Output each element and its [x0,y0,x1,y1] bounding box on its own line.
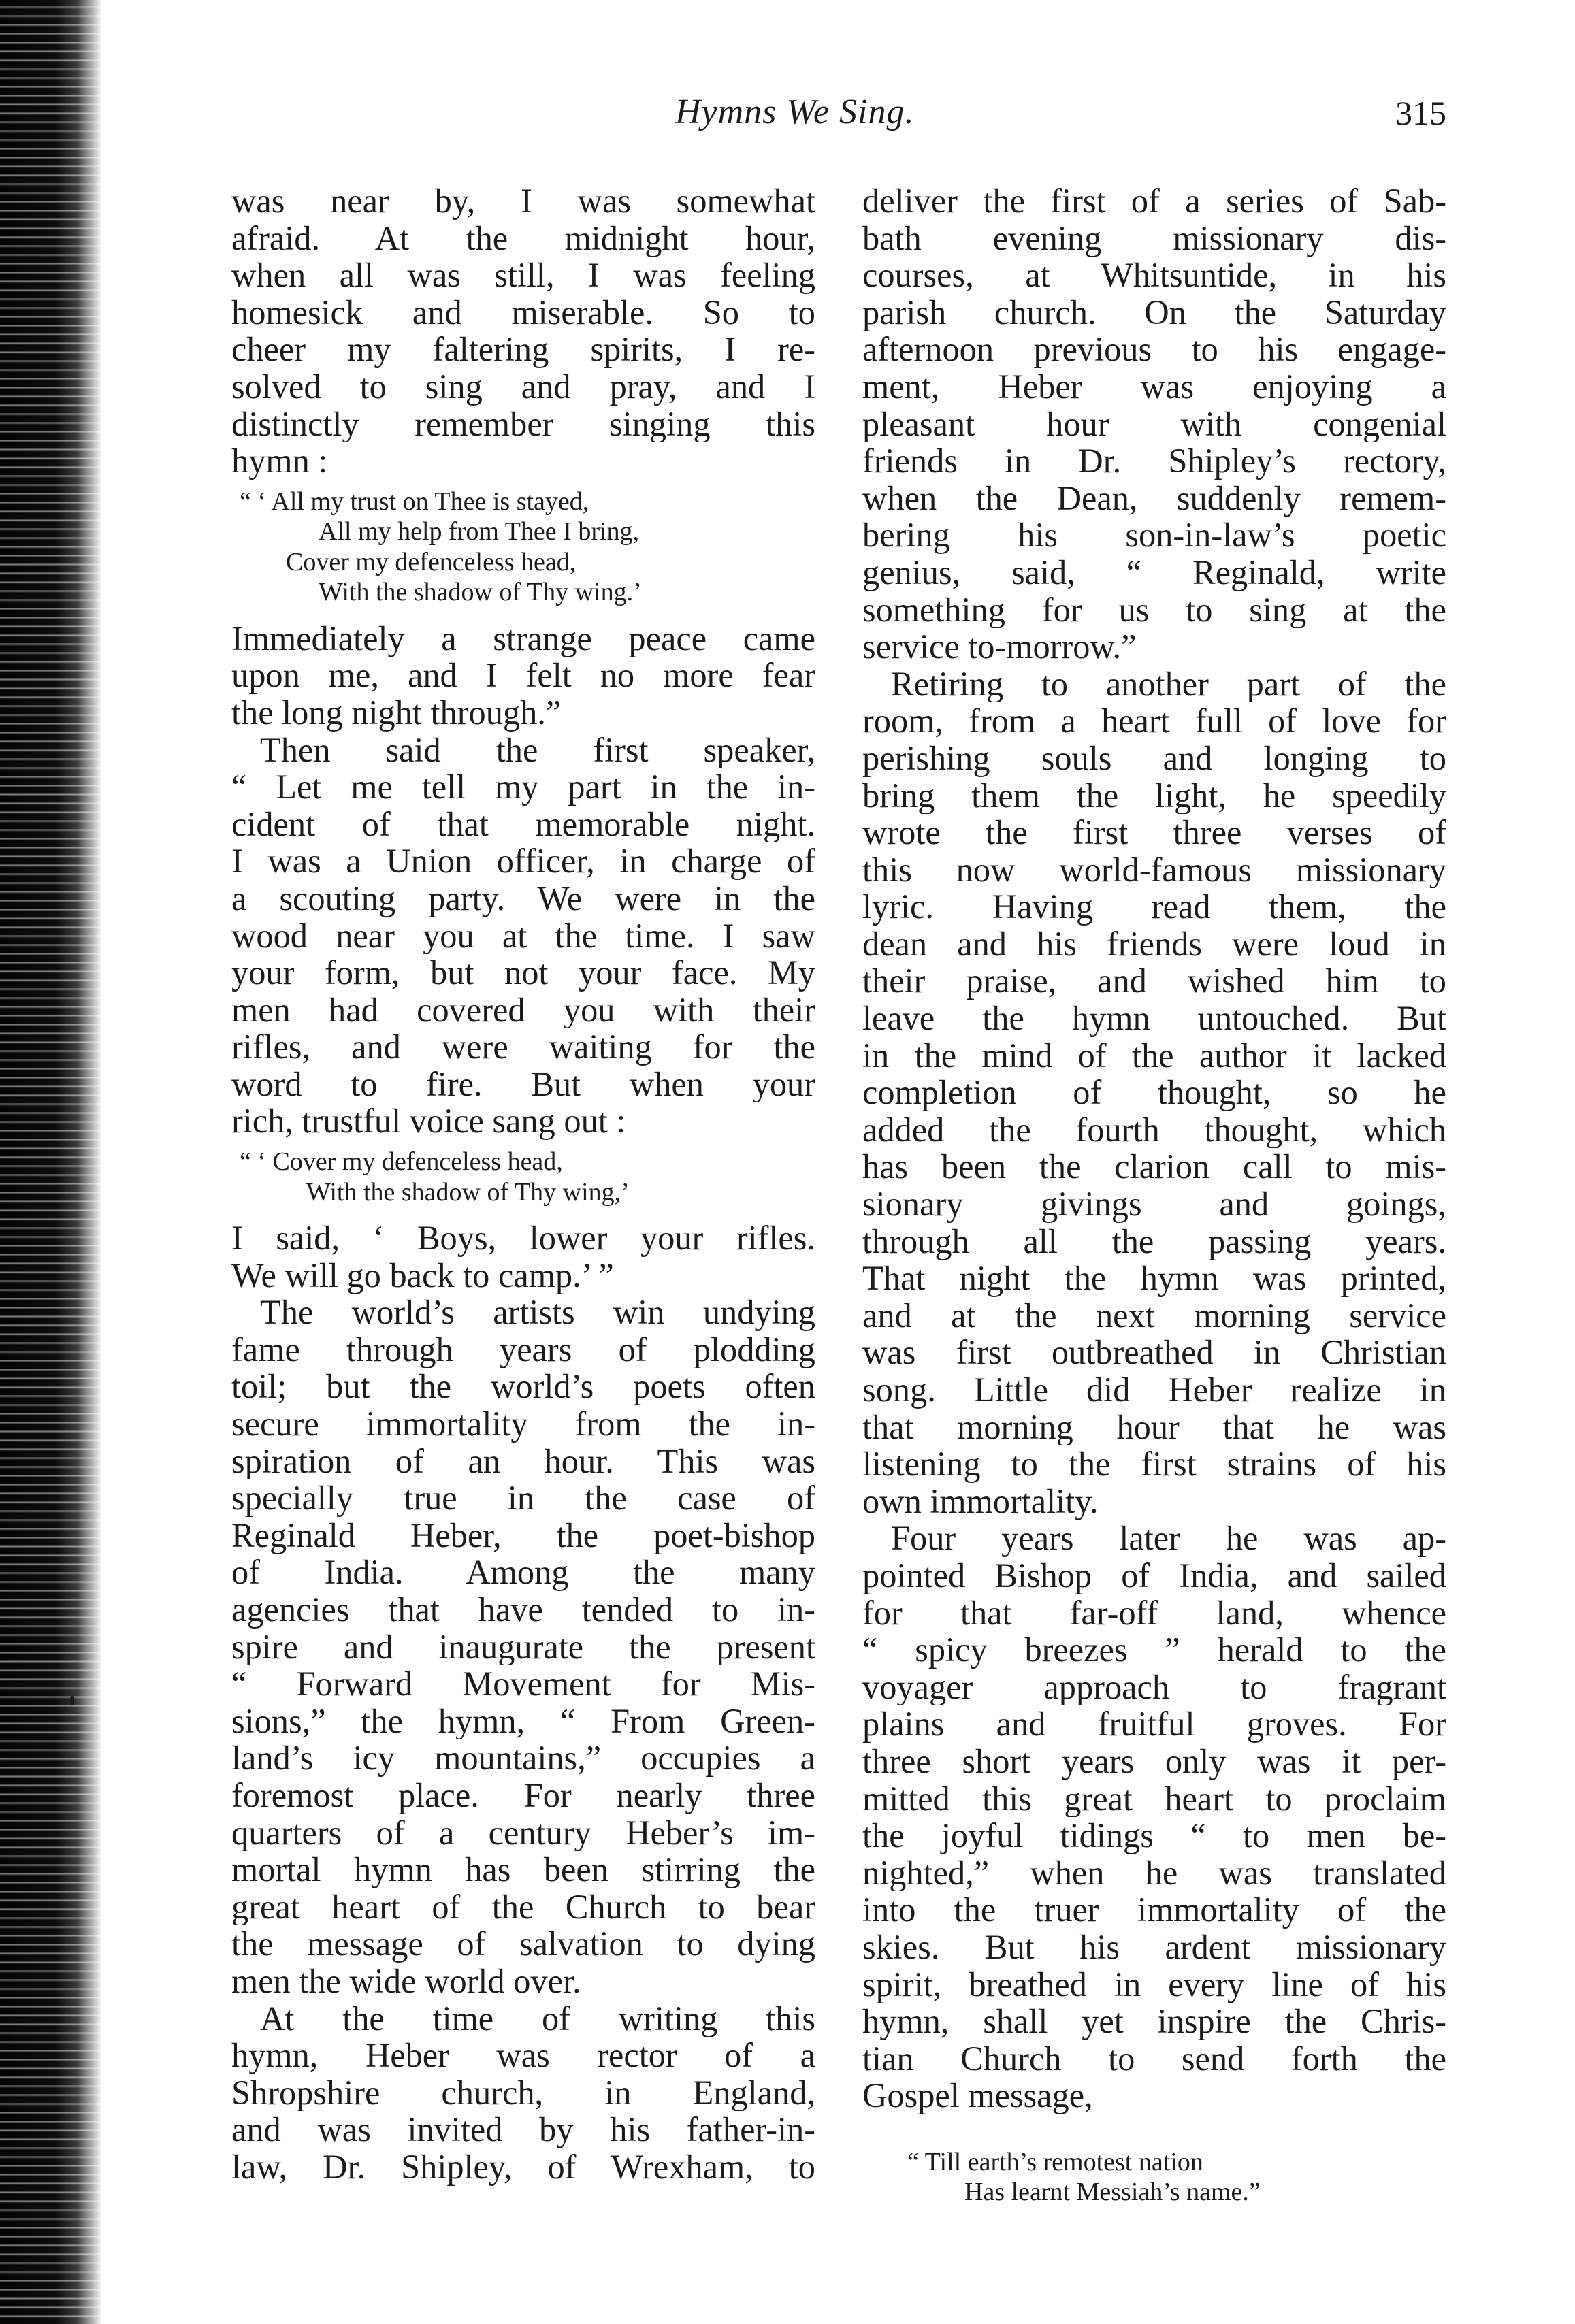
text-line: leave the hymn untouched. But [862,1000,1446,1037]
text-line: men the wide world over. [231,1962,581,2000]
text-line: ment, Heber was enjoying a [862,367,1446,406]
text-line: Immediately a strange peace came [231,619,815,657]
text-line: skies. But his ardent missionary [862,1928,1446,1966]
text-line: spire and inaugurate the present [231,1628,815,1666]
text-line: perishing souls and longing to [862,739,1446,777]
left-column [231,182,815,2186]
paragraph [231,2000,815,2186]
text-line: service to-morrow.” [862,628,1137,666]
text-line: in the mind of the author it lacked [862,1036,1446,1075]
text-line: secure immortality from the in- [231,1405,815,1443]
verse-line: With the shadow of Thy wing,’ [306,1177,630,1207]
text-line: this now world-famous missionary [862,851,1446,889]
text-line: dean and his friends were loud in [862,925,1446,963]
text-line: something for us to sing at the [862,591,1446,629]
text-line: and was invited by his father-in- [231,2111,815,2148]
text-line: solved to sing and pray, and I [231,367,815,406]
text-line: land’s icy mountains,” occupies a [231,1739,815,1777]
text-line: added the fourth thought, which [862,1111,1446,1149]
text-line: cheer my faltering spirits, I re- [231,331,815,368]
verse-line: All my help from Thee I bring, [319,517,640,546]
running-title: Hymns We Sing. [675,93,915,131]
right-column [862,182,1446,2208]
text-line: was near by, I was somewhat [231,182,815,220]
verse-line: With the shadow of Thy wing.’ [319,578,642,607]
paragraph [231,620,815,732]
text-line: courses, at Whitsuntide, in his [862,257,1446,294]
text-line: three short years only was it per- [862,1742,1446,1780]
text-line: That night the hymn was printed, [862,1260,1446,1297]
text-line: tian Church to send forth the [862,2040,1446,2078]
text-line: the joyful tidings “ to men be- [862,1817,1446,1854]
text-line: We will go back to camp.’ ” [231,1256,614,1294]
paragraph [231,182,815,480]
text-line: their praise, and wished him to [862,962,1446,1000]
verse-line: “ ‘ Cover my defenceless head, [240,1147,563,1177]
hymn-quote [231,487,815,608]
text-line: hymn, shall yet inspire the Chris- [862,2003,1446,2040]
page-number: 315 [1395,94,1446,132]
text-line: homesick and miserable. So to [231,293,815,331]
text-line: hymn : [231,442,328,480]
text-line: Gospel message, [862,2077,1093,2114]
text-line: friends in Dr. Shipley’s rectory, [862,442,1446,480]
hymn-quote [862,2147,1446,2208]
text-line: your form, but not your face. My [231,954,815,992]
text-line: quarters of a century Heber’s im- [231,1814,815,1852]
text-line: was first outbreathed in Christian [862,1334,1446,1371]
text-line: afraid. At the midnight hour, [231,219,815,257]
paragraph [231,1294,815,1999]
text-line: specially true in the case of [231,1479,815,1517]
text-line: a scouting party. We were in the [231,879,815,917]
verse-line: “ ‘ All my trust on Thee is stayed, [240,487,589,516]
paragraph [862,182,1446,666]
paragraph [231,732,815,1141]
text-line: has been the clarion call to mis- [862,1148,1446,1186]
text-line: parish church. On the Saturday [862,293,1446,331]
text-line: nighted,” when he was translated [862,1854,1446,1892]
book-spine-shadow [0,0,102,2324]
text-line: word to fire. But when your [231,1065,815,1103]
text-line: and at the next morning service [862,1296,1446,1335]
text-line: afternoon previous to his engage- [862,331,1446,368]
text-line: pointed Bishop of India, and sailed [862,1556,1446,1594]
text-line: song. Little did Heber realize in [862,1371,1446,1409]
text-line: for that far-off land, whence [862,1594,1446,1632]
text-line: cident of that memorable night. [231,805,815,843]
text-line: I was a Union officer, in charge of [231,842,815,880]
text-line: great heart of the Church to bear [231,1888,815,1926]
text-line: Four years later he was ap- [891,1520,1446,1557]
text-line: “ Let me tell my part in the in- [231,768,815,806]
text-line: through all the passing years. [862,1222,1446,1260]
text-line: hymn, Heber was rector of a [231,2037,815,2074]
text-line: pleasant hour with congenial [862,405,1446,443]
text-line: The world’s artists win undying [260,1294,815,1331]
verse-line: Cover my defenceless head, [286,547,577,576]
text-line: room, from a heart full of love for [862,702,1446,740]
text-line: that morning hour that he was [862,1408,1446,1446]
text-line: deliver the first of a series of Sab- [862,182,1446,220]
paragraph [862,666,1446,1520]
text-line: At the time of writing this [260,1999,815,2037]
text-line: mitted this great heart to proclaim [862,1780,1446,1818]
text-line: rifles, and were waiting for the [231,1028,815,1066]
text-line: distinctly remember singing this [231,405,815,443]
text-line: I said, ‘ Boys, lower your rifles. [231,1220,815,1257]
text-line: listening to the first strains of his [862,1445,1446,1483]
text-line: bering his son-in-law’s poetic [862,517,1446,554]
text-line: sions,” the hymn, “ From Green- [231,1702,815,1740]
paragraph [862,1520,1446,2114]
text-line: spirit, breathed in every line of his [862,1965,1446,2003]
text-line: foremost place. For nearly three [231,1776,815,1814]
text-line: fame through years of plodding [231,1330,815,1369]
verse-line: Has learnt Messiah’s name.” [964,2178,1261,2207]
text-line: upon me, and I felt no more fear [231,657,815,694]
text-line: into the truer immortality of the [862,1891,1446,1929]
text-line: voyager approach to fragrant [862,1668,1446,1706]
text-line: of India. Among the many [231,1554,815,1591]
text-line: men had covered you with their [231,991,815,1029]
text-line: mortal hymn has been stirring the [231,1851,815,1888]
text-line: bring them the light, he speedily [862,776,1446,815]
ink-speck [70,1696,74,1705]
text-line: when the Dean, suddenly remem- [862,479,1446,517]
text-line: Retiring to another part of the [891,665,1446,703]
text-line: own immortality. [862,1482,1099,1520]
text-line: Shropshire church, in England, [231,2074,815,2112]
text-line: rich, trustful voice sang out : [231,1102,626,1141]
paragraph [231,1220,815,1294]
text-line: “ spicy breezes ” herald to the [862,1631,1446,1669]
text-line: wood near you at the time. I saw [231,917,815,955]
text-line: Reginald Heber, the poet-bishop [231,1516,815,1554]
verse-line: “ Till earth’s remotest nation [907,2147,1203,2176]
text-line: “ Forward Movement for Mis- [231,1665,815,1703]
text-line: genius, said, “ Reginald, write [862,553,1446,591]
text-line: wrote the first three verses of [862,814,1446,851]
text-line: the message of salvation to dying [231,1925,815,1963]
text-line: law, Dr. Shipley, of Wrexham, to [231,2148,815,2186]
text-line: when all was still, I was feeling [231,257,815,294]
page-header [231,92,1446,146]
text-line: agencies that have tended to in- [231,1591,815,1629]
text-line: sionary givings and goings, [862,1185,1446,1223]
text-line: toil; but the world’s poets often [231,1368,815,1406]
text-line: completion of thought, so he [862,1074,1446,1111]
text-line: plains and fruitful groves. For [862,1705,1446,1743]
text-line: the long night through.” [231,693,562,732]
text-line: Then said the first speaker, [260,731,815,769]
text-line: bath evening missionary dis- [862,219,1446,257]
hymn-quote [231,1147,815,1207]
text-line: lyric. Having read them, the [862,888,1446,926]
text-line: spiration of an hour. This was [231,1442,815,1480]
